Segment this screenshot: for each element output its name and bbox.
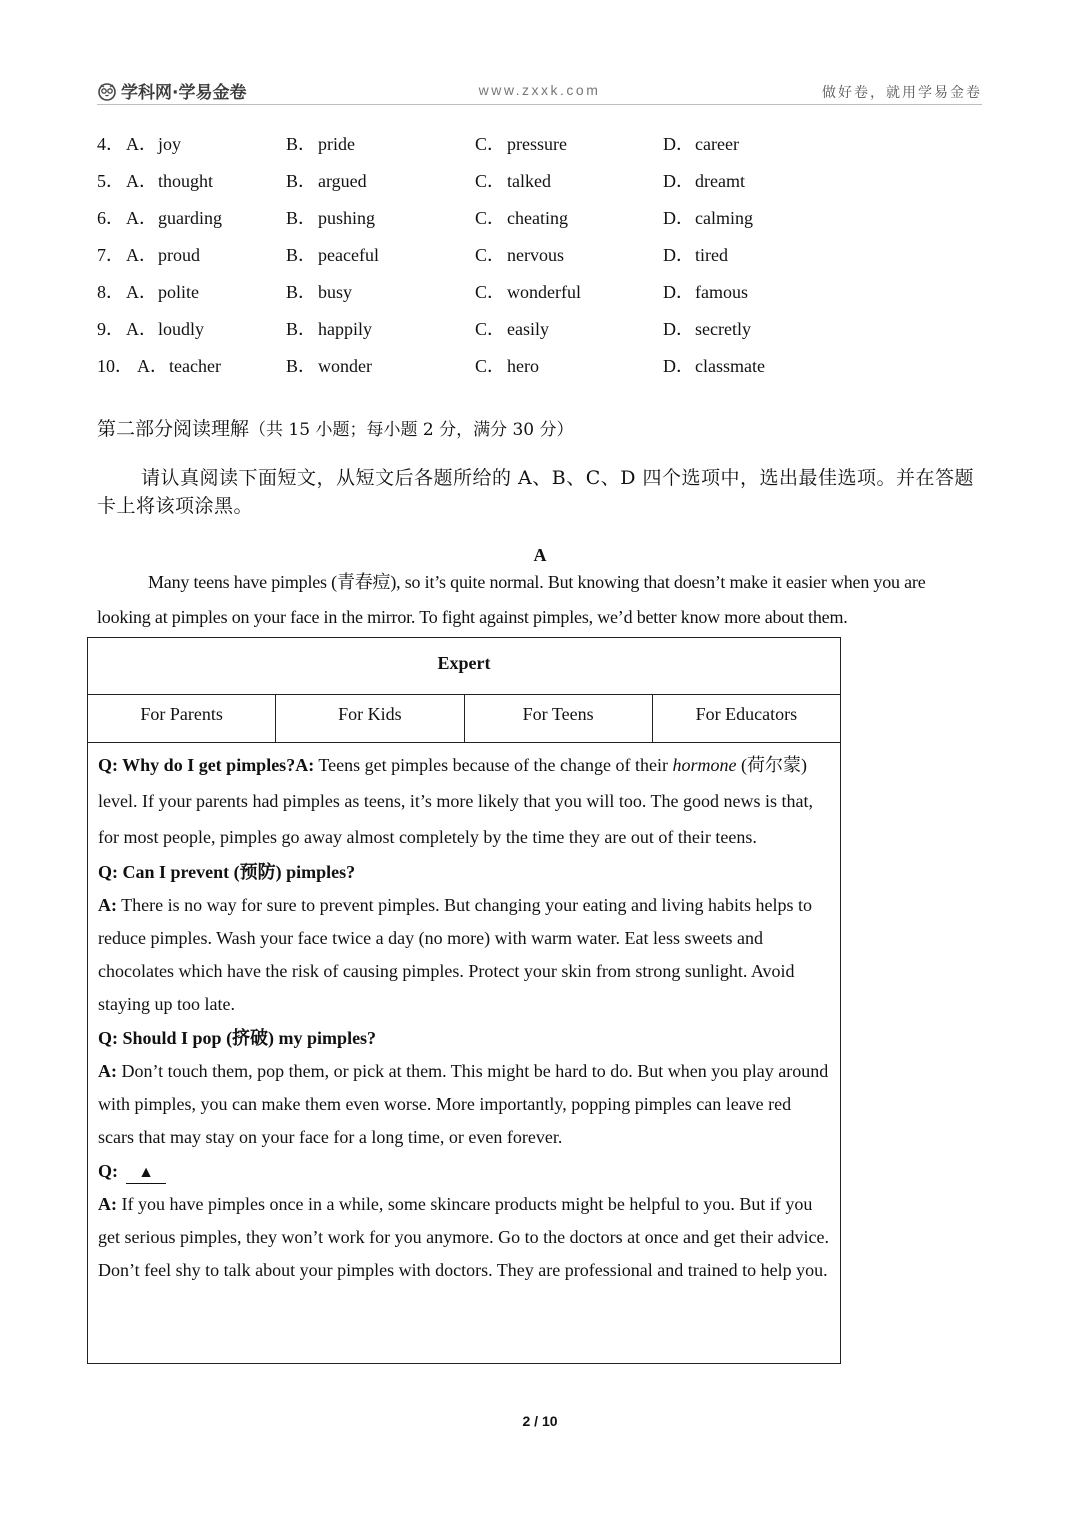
audience-tabs	[88, 695, 840, 743]
option-d: D．classmate	[663, 356, 765, 376]
question-number: 9．	[97, 319, 124, 339]
answer-1-post: (荷尔蒙) level. If your parents had pimples as teens, it’s more likely that you will too. The good news is that, for most people, pimples go away almost completely by the time they are out of their teens.	[98, 755, 814, 847]
option-a: A．polite	[126, 282, 199, 302]
tab-for-educators[interactable]: For Educators	[695, 704, 798, 724]
page-number: 2 / 10	[522, 1413, 558, 1429]
option-row-8	[97, 276, 857, 313]
option-d: D．secretly	[663, 319, 751, 339]
qa-content	[88, 743, 840, 1287]
option-c: C． wonderful	[475, 282, 581, 302]
option-row-4	[97, 128, 857, 165]
question-1: Q: Why do I get pimples?	[98, 755, 296, 775]
answer-3	[98, 1055, 830, 1154]
option-a: A．guarding	[126, 208, 222, 228]
option-b: B． pushing	[286, 208, 376, 228]
option-c: C． nervous	[475, 245, 564, 265]
answer-1-pre: Teens get pimples because of the change of their	[314, 755, 673, 775]
question-number: 6．	[97, 208, 124, 228]
question-number: 10．	[97, 356, 133, 376]
answer-label: A:	[98, 1061, 117, 1081]
passage-intro: Many teens have pimples (青春痘), so it’s quite normal. But knowing that doesn’t make it easier when you are looking at pimples on your face in the mirror. To fight against pimples, we’d better know more about them.	[97, 572, 926, 627]
option-b: B． argued	[286, 171, 367, 191]
option-row-9	[97, 313, 857, 350]
expert-box	[87, 637, 841, 1364]
answer-2-text: There is no way for sure to prevent pimples. But changing your eating and living habits helps to reduce pimples. Wash your face twice a day (no more) with warm water. Eat less sweets and chocolates which have the risk of causing pimples. Protect your skin from strong sunlight. Avoid staying up too late.	[98, 895, 813, 1014]
options-list	[97, 128, 857, 387]
option-a: A．teacher	[137, 356, 221, 376]
option-a: A．proud	[126, 245, 200, 265]
section-heading	[97, 414, 574, 441]
option-d: D．dreamt	[663, 171, 745, 191]
question-number: 5．	[97, 171, 124, 191]
option-b: B． busy	[286, 282, 353, 302]
option-row-10	[97, 350, 857, 387]
passage-label: A	[533, 545, 547, 565]
question-4	[98, 1154, 830, 1188]
answer-4-text: If you have pimples once in a while, some skincare products might be helpful to you. But if you get serious pimples, they won’t work for you anymore. Go to the doctors at once and get their advice. Don’t feel shy to talk about your pimples with doctors. They are professional and trained to help you.	[98, 1194, 829, 1280]
option-row-5	[97, 165, 857, 202]
header-slogan: 做好卷，就用学易金卷	[822, 85, 982, 101]
logo-text: 学科网·学易金卷	[121, 83, 247, 103]
option-d: D．tired	[663, 245, 728, 265]
section-subtitle: （共 15 小题；每小题 2 分，满分 30 分）	[249, 420, 574, 440]
question-number: 8．	[97, 282, 124, 302]
option-b: B． peaceful	[286, 245, 379, 265]
qa-item-1	[98, 747, 830, 855]
question-2: Q: Can I prevent (预防) pimples?	[98, 862, 356, 882]
expert-title: Expert	[88, 638, 840, 695]
option-c: C． easily	[475, 319, 549, 339]
option-d: D．career	[663, 134, 739, 154]
answer-3-text: Don’t touch them, pop them, or pick at them. This might be hard to do. But when you play around with pimples, you can make them even worse. More importantly, popping pimples can leave red scars that may stay on your face for a long time, or even forever.	[98, 1061, 829, 1147]
option-d: D．famous	[663, 282, 748, 302]
section-title: 第二部分阅读理解	[97, 418, 250, 440]
option-b: B． pride	[286, 134, 355, 154]
option-a: A．joy	[126, 134, 182, 154]
answer-label: A:	[98, 895, 117, 915]
tab-for-kids[interactable]: For Kids	[276, 695, 464, 742]
question-3: Q: Should I pop (挤破) my pimples?	[98, 1028, 377, 1048]
answer-blank: ▲	[126, 1163, 166, 1184]
tab-for-parents[interactable]: For Parents	[88, 695, 276, 742]
answer-2	[98, 889, 830, 1021]
option-b: B． wonder	[286, 356, 372, 376]
option-c: C． talked	[475, 171, 551, 191]
answer-label: A:	[295, 755, 315, 775]
option-c: C． cheating	[475, 208, 568, 228]
question-number: 7．	[97, 245, 124, 265]
option-c: C． pressure	[475, 134, 567, 154]
option-a: A．loudly	[126, 319, 205, 339]
option-a: A．thought	[126, 171, 214, 191]
site-url: www.zxxk.com	[478, 82, 601, 98]
answer-4	[98, 1188, 830, 1287]
answer-label: A:	[98, 1194, 117, 1214]
option-d: D．calming	[663, 208, 753, 228]
question-number: 4．	[97, 134, 124, 154]
option-row-6	[97, 202, 857, 239]
question-4-label: Q:	[98, 1161, 118, 1181]
option-b: B． happily	[286, 319, 372, 339]
option-row-7	[97, 239, 857, 276]
answer-1-italic: hormone	[672, 755, 737, 775]
section-instruction: 请认真阅读下面短文，从短文后各题所给的 A、B、C、D 四个选项中，选出最佳选项。并在答题卡上将该项涂黑。	[97, 467, 975, 517]
tab-for-teens[interactable]: For Teens	[465, 695, 653, 742]
page-header	[97, 76, 982, 105]
option-c: C． hero	[475, 356, 539, 376]
